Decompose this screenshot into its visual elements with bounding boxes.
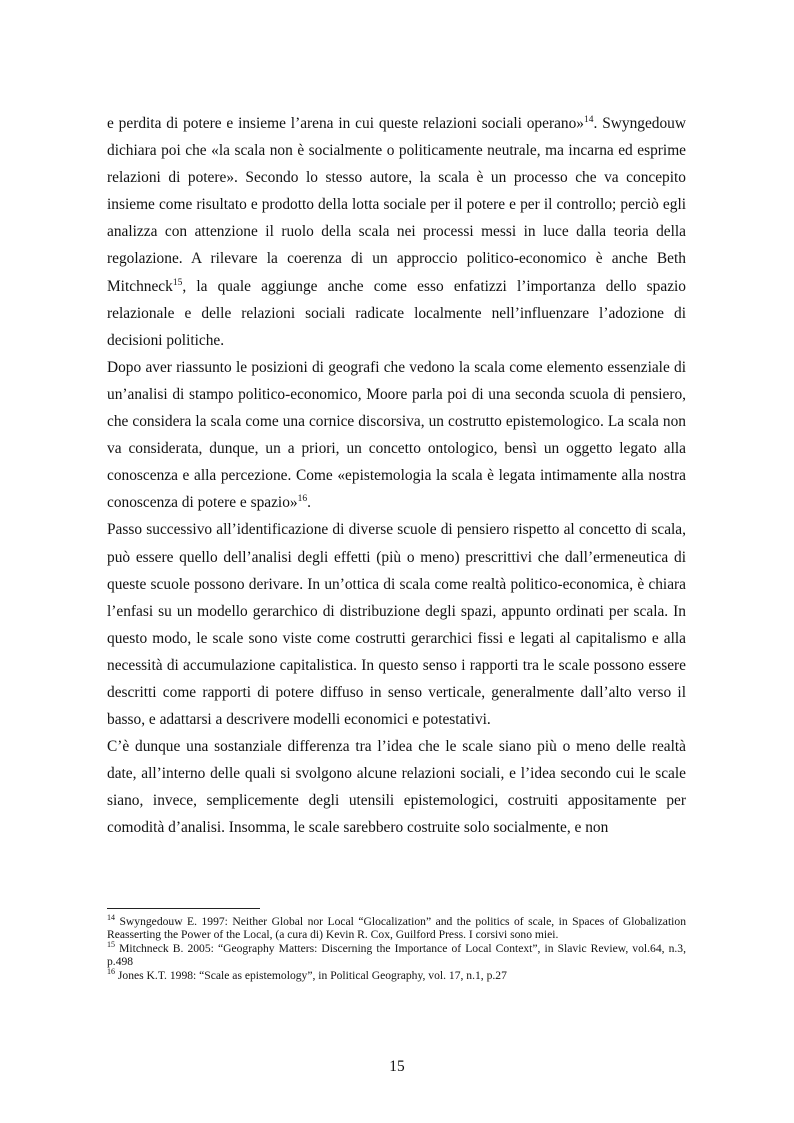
footnote-divider (107, 908, 260, 909)
page-number: 15 (389, 1058, 405, 1075)
footnote-text: Swyngedouw E. 1997: Neither Global nor Local “Glocalization” and the politics of scale, in Spaces of Globalization Reasserting the Power of the Local, (a cura di) Kevin R. Cox, Guilford Press. I corsivi sono miei. (107, 915, 686, 942)
paragraph-2: Dopo aver riassunto le posizioni di geografi che vedono la scala come elemento essenziale di un’analisi di stampo politico-economico, Moore parla poi di una seconda scuola di pensiero, che considera la scala come una cornice discorsiva, un costrutto epistemologico. La scala non va considerata, dunque, un a priori, un concetto ontologico, bensì un oggetto legato alla conoscenza e alla percezione. Come «epistemologia la scala è legata intimamente alla nostra conoscenza di potere e spazio»$^{16}$. (107, 358, 686, 512)
footnote-number: 16 (107, 966, 115, 976)
footnote-16 (107, 966, 686, 982)
footnote-number: 14 (107, 913, 115, 923)
body-text (107, 110, 686, 842)
paragraph-3: Passo successivo all’identificazione di diverse scuole di pensiero rispetto al concetto di scala, può essere quello dell’analisi degli effetti (più o meno) prescrittivi che dall’ermeneutica di queste scuole possono derivare. In un’ottica di scala come realtà politico-economica, è chiara l’enfasi su un modello gerarchico di distribuzione degli spazi, appunto ordinati per scala. In questo modo, le scale sono viste come costrutti gerarchici fissi e legati al capitalismo e alla necessità di accumulazione capitalistica. In questo senso i rapporti tra le scale possono essere descritti come rapporti di potere diffuso in senso verticale, generalmente dall’alto verso il basso, e adattarsi a descrivere modelli economici e potestativi. (107, 521, 686, 729)
footnotes (107, 915, 686, 982)
footnote-number: 15 (107, 939, 115, 949)
footnote-ref-14[interactable]: 14 (584, 114, 594, 125)
paragraph-1: e perdita di potere e insieme l’arena in cui queste relazioni sociali operano»$^{14}$. Swyngedouw dichiara poi che «la scala non è socialmente o politicamente neutrale, ma incarna ed esprime relazioni di potere». Secondo lo stesso autore, la scala è un processo che va concepito insieme come risultato e prodotto della lotta sociale per il potere e per il controllo; perciò egli analizza con attenzione il ruolo della scala nei processi messi in luce dalla teoria della regolazione. A rilevare la coerenza di un approccio politico-economico è anche Beth Mitchneck$^{15}$, la quale aggiunge anche come esso enfatizzi l’importanza dello spazio relazionale e delle relazioni sociali radicate localmente nell’influenzare l’adozione di decisioni politiche. (107, 114, 686, 349)
footnote-ref-16[interactable]: 16 (297, 494, 308, 505)
footnote-14 (107, 915, 686, 942)
footnote-text: Jones K.T. 1998: “Scale as epistemology”, in Political Geography, vol. 17, n.1, p.27 (115, 968, 507, 982)
footnote-text: Mitchneck B. 2005: “Geography Matters: Discerning the Importance of Local Context”, in Slavic Review, vol.64, n.3, p.498 (107, 941, 686, 969)
footnote-15 (107, 939, 686, 969)
paragraph-4: C’è dunque una sostanziale differenza tra l’idea che le scale siano più o meno delle realtà date, all’interno delle quali si svolgono alcune relazioni sociali, e l’idea secondo cui le scale siano, invece, semplicemente degli utensili epistemologici, costruiti appositamente per comodità d’analisi. Insomma, le scale sarebbero costruite solo socialmente, e non (107, 738, 686, 837)
footnote-ref-15[interactable]: 15 (172, 277, 183, 288)
